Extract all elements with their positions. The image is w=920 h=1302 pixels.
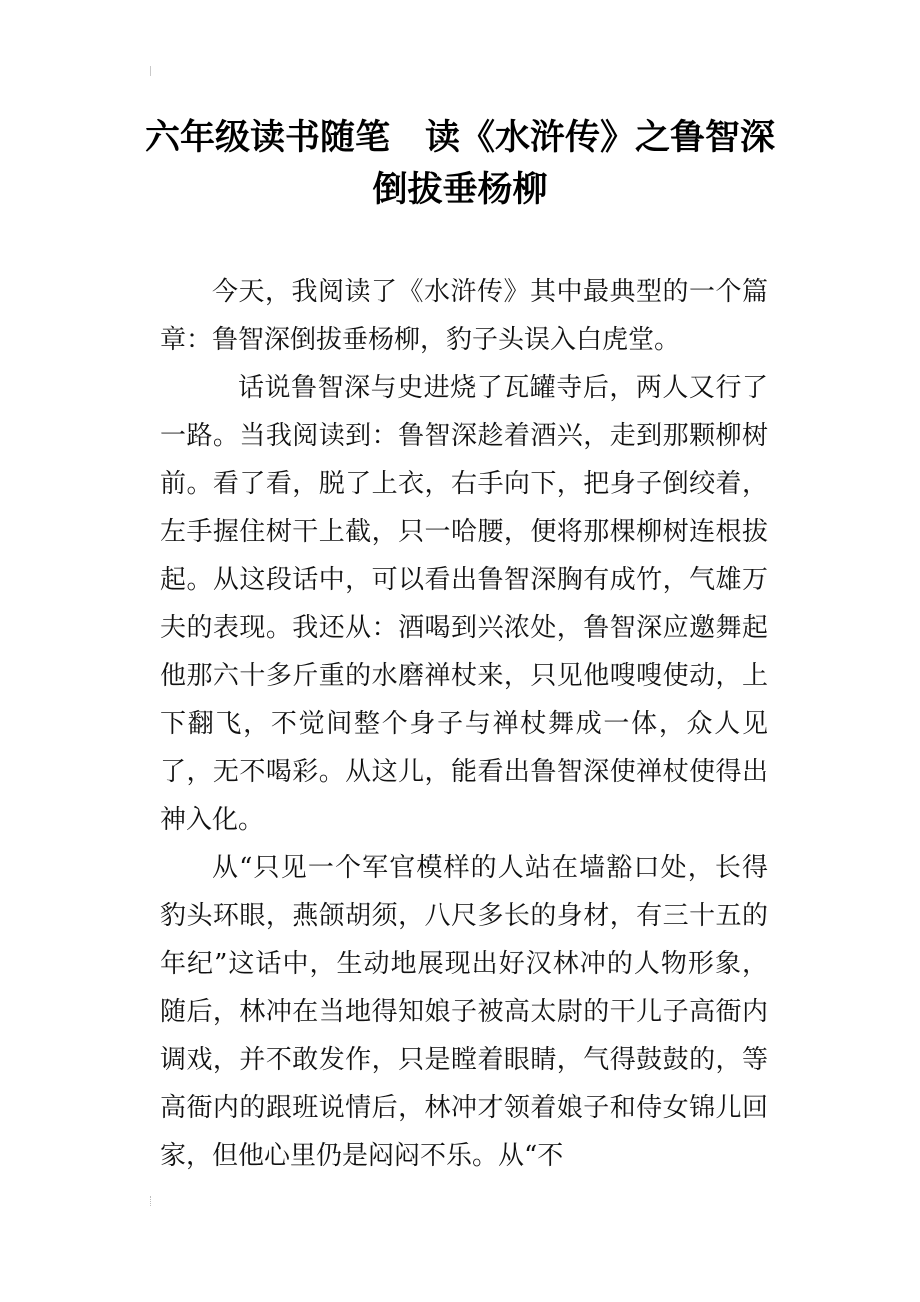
paragraph-1: 今天，我阅读了《水浒传》其中最典型的一个篇章：鲁智深倒拔垂杨柳，豹子头误入白虎堂。 — [160, 277, 768, 355]
paragraph-3: 从“只见一个军官模样的人站在墙豁口处，长得豹头环眼，燕颌胡须，八尺多长的身材，有三十五的年纪”这话中，生动地展现出好汉林冲的人物形象，随后，林冲在当地得知娘子被高太尉的干儿子高衙内调戏，并不敢发作，只是瞠着眼睛，气得鼓鼓的，等高衙内的跟班说情后，林冲才领着娘子和侍女锦儿回家，但他心里仍是闷闷不乐。从“不 — [160, 853, 768, 1171]
document-body — [160, 268, 768, 1180]
page-corner-mark-bottom — [150, 1196, 157, 1206]
paragraph-2: 话说鲁智深与史进烧了瓦罐寺后，两人又行了一路。当我阅读到：鲁智深趁着酒兴，走到那颗柳树前。看了看，脱了上衣，右手向下，把身子倒绞着，左手握住树干上截，只一哈腰，便将那棵柳树连根拔起。从这段话中，可以看出鲁智深胸有成竹，气雄万夫的表现。我还从：酒喝到兴浓处，鲁智深应邀舞起他那六十多斤重的水磨禅杖来，只见他嗖嗖使动，上下翻飞，不觉间整个身子与禅杖舞成一体，众人见了，无不喝彩。从这儿，能看出鲁智深使禅杖使得出神入化。 — [160, 373, 768, 835]
document-title: 六年级读书随笔 读《水浒传》之鲁智深倒拔垂杨柳 — [144, 118, 775, 210]
page-corner-mark-top — [150, 66, 157, 76]
